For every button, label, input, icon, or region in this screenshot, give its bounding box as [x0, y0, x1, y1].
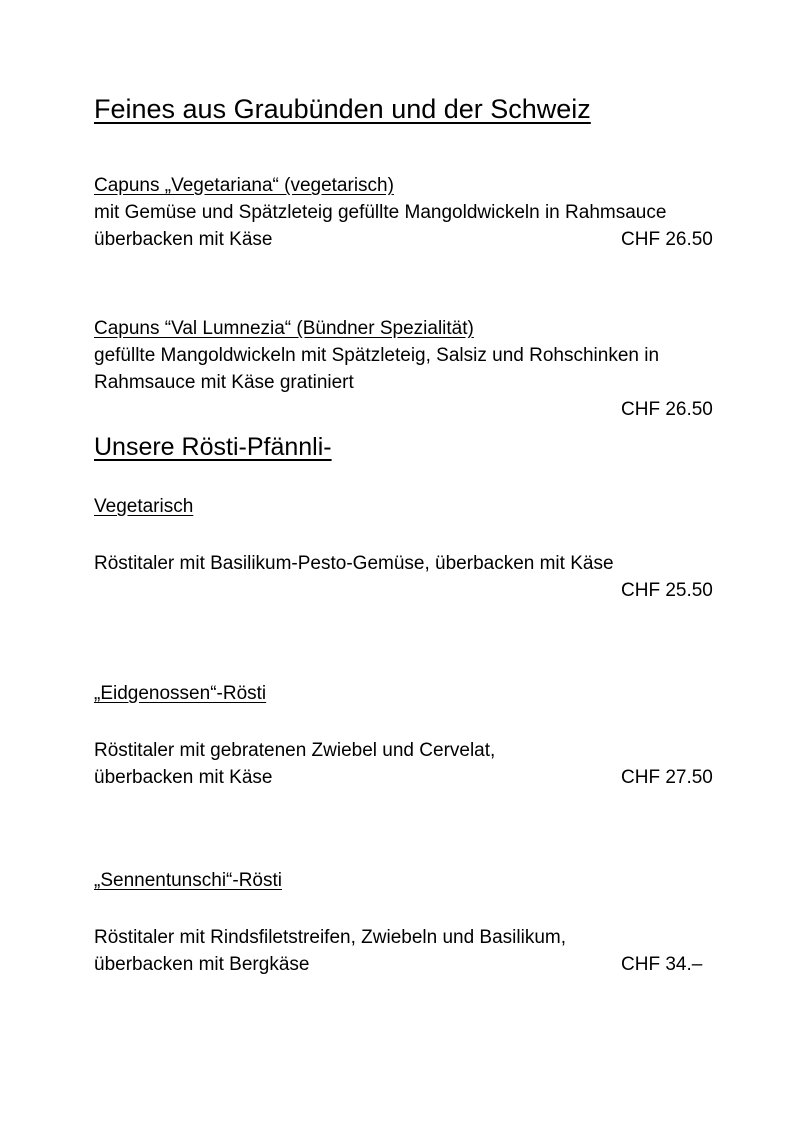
spacer: [94, 707, 704, 737]
menu-item-price: CHF 34.–: [621, 954, 703, 975]
menu-item-name-row: [94, 315, 704, 342]
menu-item-description-row: [94, 764, 713, 791]
page-title-text: Feines aus Graubünden und der Schweiz: [94, 94, 591, 124]
menu-item-description-line: überbacken mit Käse: [94, 767, 273, 788]
spacer: [94, 604, 704, 650]
menu-item-name-row: [94, 680, 704, 707]
spacer: [94, 894, 704, 924]
menu-item-name: „Eidgenossen“-Rösti: [94, 683, 267, 704]
menu-item-price-row: [94, 396, 713, 423]
menu-item-description-line: überbacken mit Käse: [94, 229, 273, 250]
section-heading: [94, 431, 704, 463]
menu-item-description-line: Röstitaler mit gebratenen Zwiebel und Cervelat,: [94, 740, 496, 761]
menu-item-description-row: [94, 737, 704, 764]
menu-item-description-row: [94, 199, 704, 226]
menu-item-description-row: [94, 951, 704, 978]
menu-item-name: „Sennentunschi“-Rösti: [94, 870, 282, 891]
menu-item-description-row: [94, 550, 704, 577]
menu-item-description-line: überbacken mit Bergkäse: [94, 954, 310, 975]
menu-item-name-row: [94, 172, 704, 199]
section-heading-text: Unsere Rösti-Pfännli-: [94, 433, 332, 461]
spacer: [94, 791, 704, 837]
menu-item-description-row: [94, 924, 704, 951]
menu-item-description-row: [94, 226, 713, 253]
menu-item-price-row: [94, 577, 713, 604]
spacer: [94, 463, 704, 493]
menu-item: [94, 680, 713, 791]
menu-item-name-row: [94, 867, 704, 894]
menu-item-name-row: [94, 493, 704, 520]
menu-item: [94, 867, 704, 978]
menu-item: [94, 493, 713, 604]
spacer: [94, 423, 704, 431]
menu-item-description-line: Röstitaler mit Rindsfiletstreifen, Zwiebeln und Basilikum,: [94, 927, 567, 948]
spacer: [94, 650, 704, 680]
spacer: [94, 520, 704, 550]
spacer: [94, 837, 704, 867]
menu-item-name: Vegetarisch: [94, 496, 194, 517]
menu-item-description-row: [94, 342, 704, 369]
menu-item-name: Capuns “Val Lumnezia“ (Bündner Spezialität): [94, 318, 474, 339]
menu-item-price: CHF 26.50: [621, 399, 713, 420]
menu-item-price: CHF 25.50: [621, 580, 713, 601]
menu-item-name: Capuns „Vegetariana“ (vegetarisch): [94, 175, 394, 196]
menu-item-description-row: [94, 369, 704, 396]
menu-item: [94, 172, 713, 253]
page-title: [94, 92, 704, 126]
menu-item-description-line: Rahmsauce mit Käse gratiniert: [94, 372, 354, 393]
menu-item-price: CHF 27.50: [621, 767, 713, 788]
menu-item-description-line: gefüllte Mangoldwickeln mit Spätzleteig, Salsiz und Rohschinken in: [94, 345, 660, 366]
menu-item-description-line: Röstitaler mit Basilikum-Pesto-Gemüse, überbacken mit Käse: [94, 553, 614, 574]
spacer: [94, 126, 704, 172]
spacer: [94, 299, 704, 315]
menu-item: [94, 315, 713, 423]
spacer: [94, 253, 704, 299]
menu-page: [94, 92, 713, 978]
menu-item-description-line: mit Gemüse und Spätzleteig gefüllte Mangoldwickeln in Rahmsauce: [94, 202, 667, 223]
menu-item-price: CHF 26.50: [621, 229, 713, 250]
